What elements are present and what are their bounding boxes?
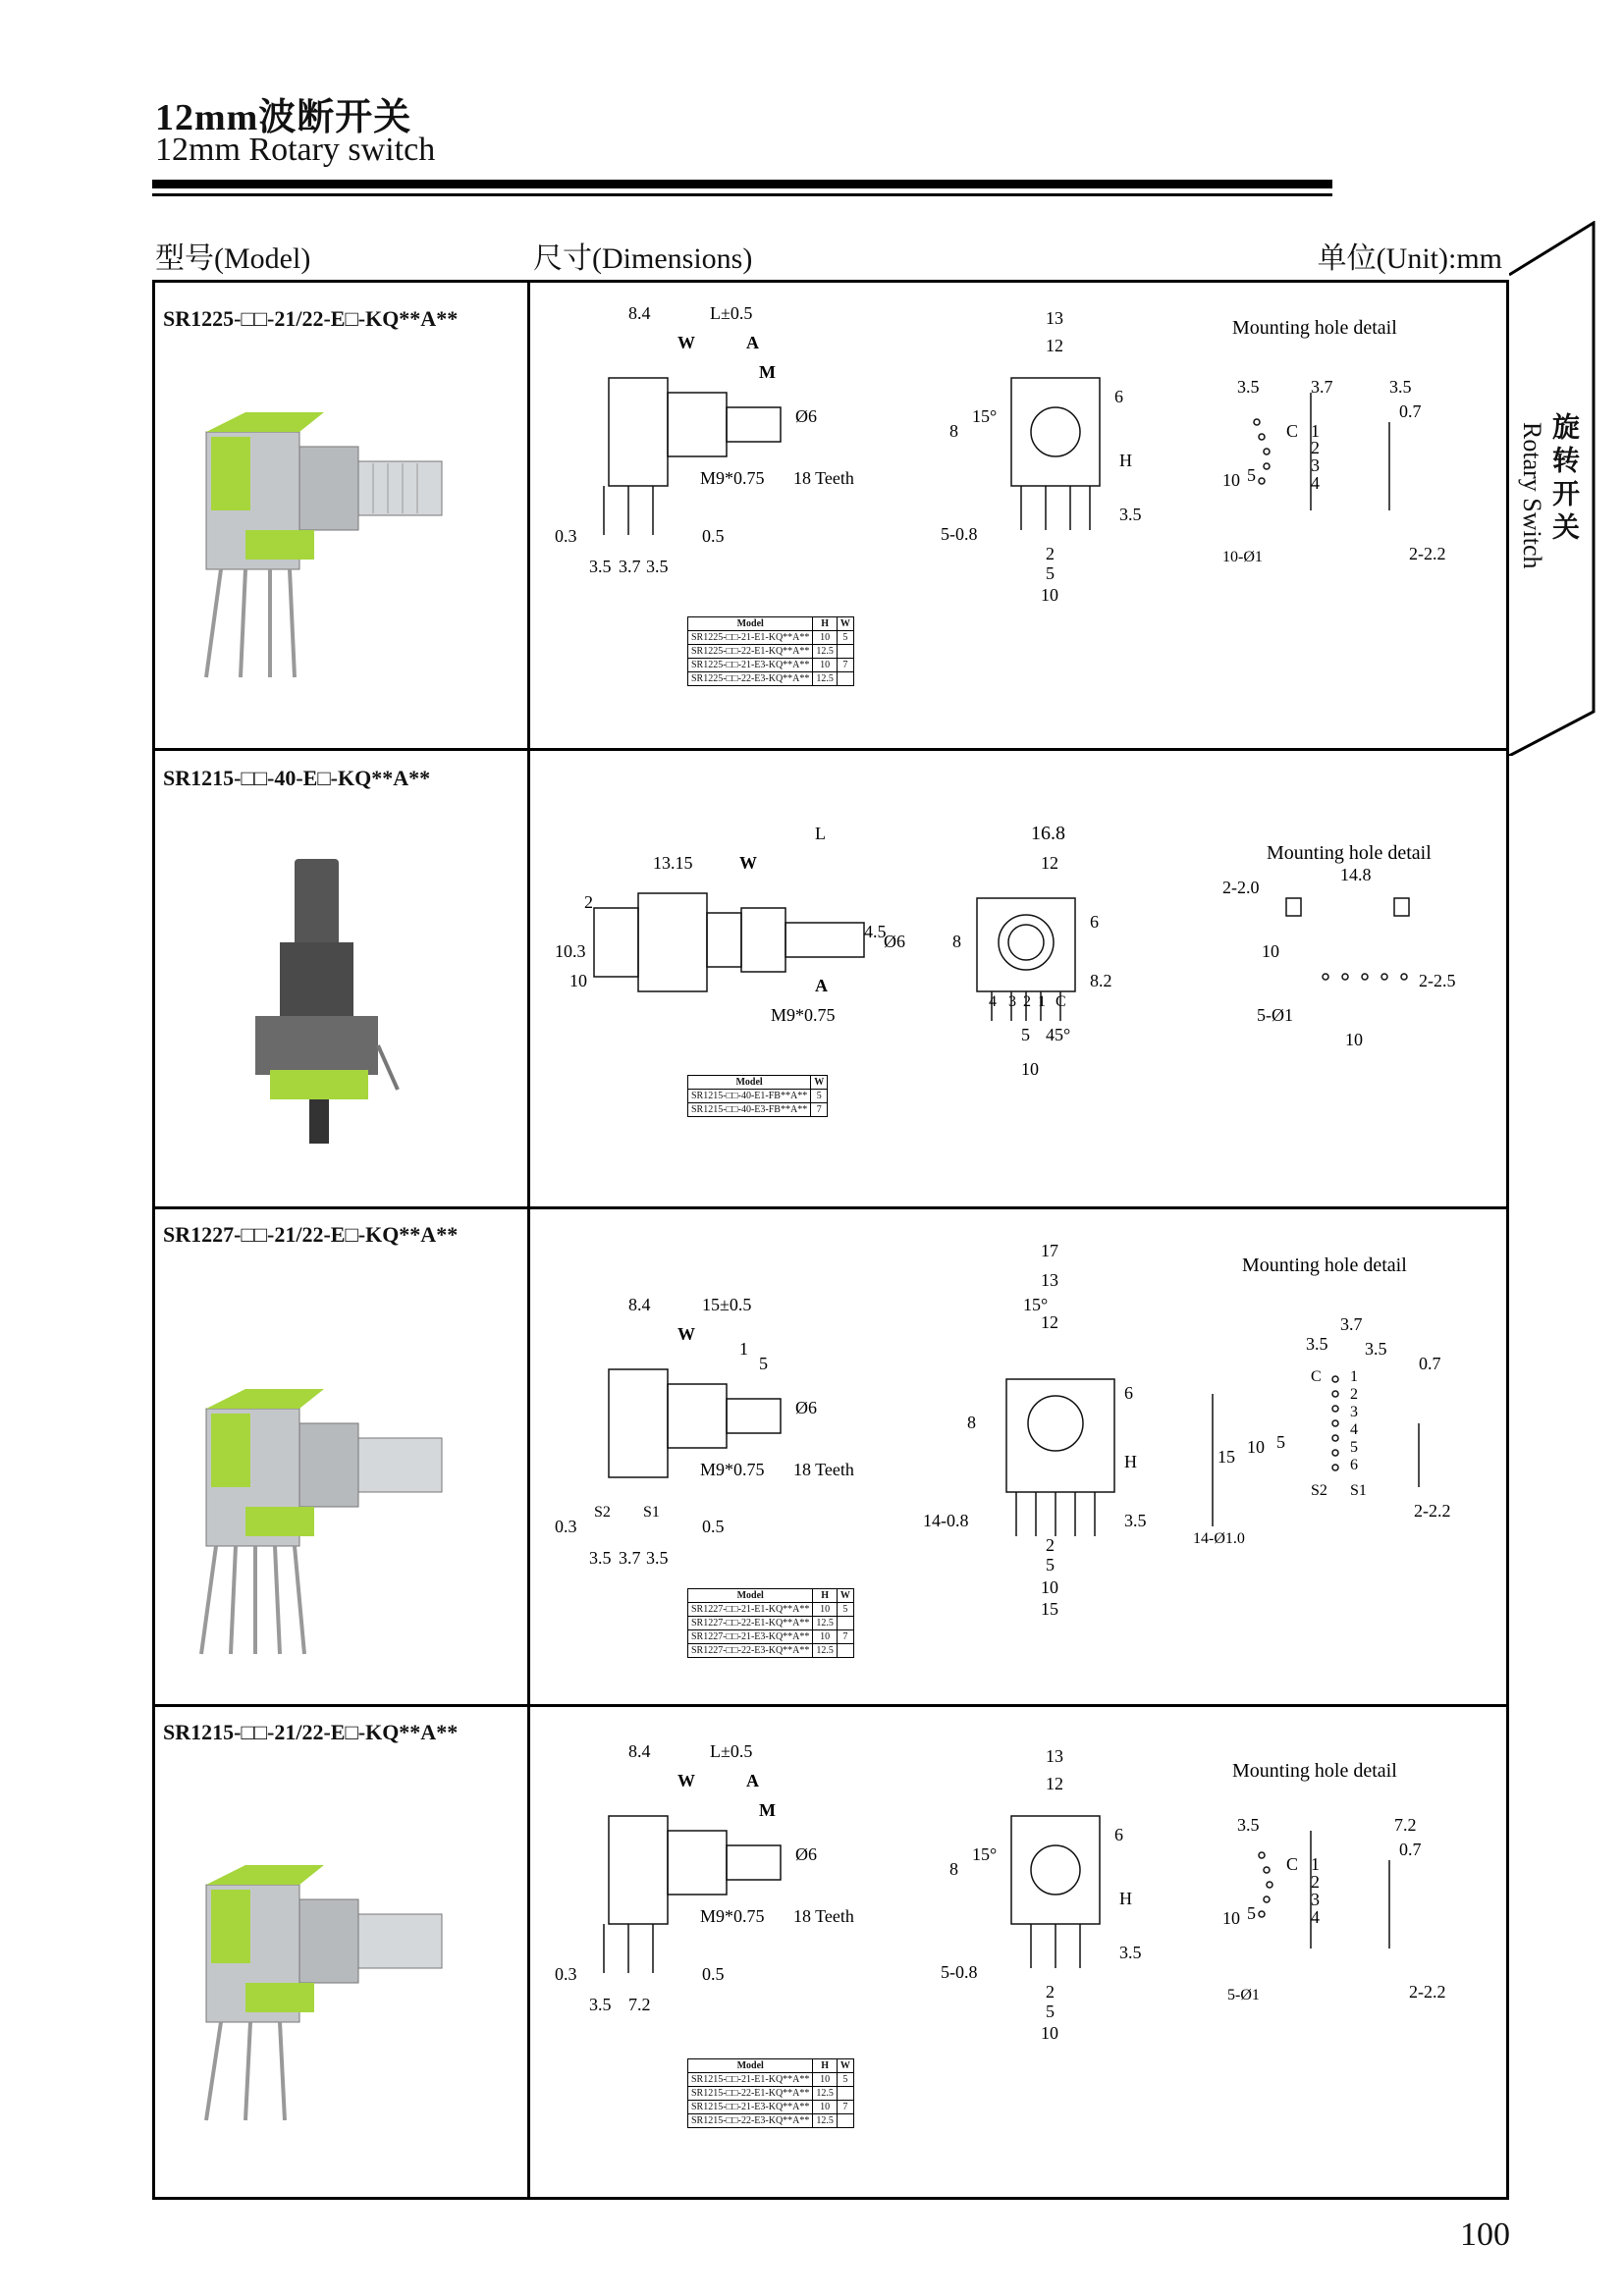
dim-label: M xyxy=(759,1800,776,1820)
dim-label: W xyxy=(677,1324,695,1344)
pin-label: 2 xyxy=(1023,993,1031,1010)
dim-label: A xyxy=(815,976,828,995)
table-header-row xyxy=(688,1589,854,1603)
table-header-row xyxy=(688,2059,854,2073)
table-cell: 7 xyxy=(837,1630,853,1644)
table-row xyxy=(688,631,854,645)
dim-label: 8.4 xyxy=(628,1295,651,1314)
dim-label: 13 xyxy=(1041,1270,1058,1290)
dim-label: H xyxy=(1124,1452,1137,1471)
table-header-cell: W xyxy=(837,1589,853,1603)
page-number: 100 xyxy=(1460,2216,1510,2253)
dim-label: 45° xyxy=(1046,1025,1071,1044)
table-row xyxy=(688,1617,854,1630)
dim-label: Ø6 xyxy=(795,1844,817,1864)
dim-label: 5-Ø1 xyxy=(1227,1987,1260,2003)
dim-label: 3.5 xyxy=(1119,505,1142,524)
pin-label: 1 xyxy=(1311,421,1320,441)
dim-label: 0.7 xyxy=(1399,1840,1422,1859)
dim-label: 0.7 xyxy=(1399,401,1422,421)
mounting-hole-title: Mounting hole detail xyxy=(1242,1255,1407,1276)
column-header-unit: 单位(Unit):mm xyxy=(1317,242,1502,275)
dim-label: A xyxy=(746,333,759,352)
dim-label: W xyxy=(739,853,757,873)
table-cell: 12.5 xyxy=(813,672,838,686)
dim-label: 3.5 xyxy=(589,1995,612,2014)
dim-label: 5-0.8 xyxy=(941,1962,978,1982)
table-cell: 5 xyxy=(811,1090,828,1103)
table-row xyxy=(688,645,854,659)
table-cell: 12.5 xyxy=(813,1617,838,1630)
product-image-shaft-switch xyxy=(187,393,481,697)
dim-label: 3.7 xyxy=(619,557,641,576)
table-header-row xyxy=(688,1076,828,1090)
pin-label: 1 xyxy=(1350,1368,1358,1385)
mounting-hole-title: Mounting hole detail xyxy=(1267,842,1432,864)
table-cell: SR1225-□□-22-E1-KQ**A** xyxy=(688,645,813,659)
dim-label: W xyxy=(677,1771,695,1790)
pin-label: 3 xyxy=(1311,455,1320,475)
page-title-cn: 12mm波断开关 xyxy=(155,97,412,138)
dim-label: 3.5 xyxy=(1237,377,1260,397)
dim-label: 3.7 xyxy=(1311,377,1333,397)
dim-label: 3.5 xyxy=(589,1548,612,1568)
dim-label: 10 xyxy=(1021,1059,1039,1079)
dim-label: 15° xyxy=(972,1844,998,1864)
table-row xyxy=(688,672,854,686)
pin-label: 2 xyxy=(1311,1872,1320,1892)
dim-label: 2 xyxy=(584,892,593,912)
table-cell xyxy=(837,1617,853,1630)
table-cell: SR1227-□□-22-E1-KQ**A** xyxy=(688,1617,813,1630)
dim-label: 12 xyxy=(1041,1312,1058,1332)
table-cell xyxy=(837,672,853,686)
dim-label: 5 xyxy=(1247,465,1256,485)
table-cell: SR1215-□□-22-E3-KQ**A** xyxy=(688,2114,813,2128)
dim-label: 8.2 xyxy=(1090,971,1112,990)
table-cell xyxy=(837,1644,853,1658)
table-cell: 10 xyxy=(813,659,838,672)
model-table-row2 xyxy=(687,1075,828,1117)
dim-label: 15° xyxy=(1023,1295,1049,1314)
dim-label: 2 xyxy=(1046,544,1055,563)
table-row xyxy=(688,1630,854,1644)
dim-label: 12 xyxy=(1046,336,1063,355)
table-cell: SR1225-□□-21-E1-KQ**A** xyxy=(688,631,813,645)
row-divider xyxy=(152,1704,1509,1707)
table-header-cell: Model xyxy=(688,1589,813,1603)
table-cell xyxy=(837,2087,853,2101)
dimension-drawing-row4 xyxy=(535,1733,1502,2164)
dim-label: 2-2.5 xyxy=(1419,971,1456,990)
dim-label: 10-Ø1 xyxy=(1222,549,1263,565)
table-cell: SR1227-□□-21-E1-KQ**A** xyxy=(688,1603,813,1617)
table-cell: SR1225-□□-22-E3-KQ**A** xyxy=(688,672,813,686)
product-image-solid-shaft-switch xyxy=(187,844,481,1158)
mounting-hole-title: Mounting hole detail xyxy=(1232,317,1397,339)
table-cell: 5 xyxy=(837,631,853,645)
dim-label: 3.5 xyxy=(646,1548,669,1568)
product-image-shaft-switch xyxy=(187,1369,481,1674)
table-cell xyxy=(837,2114,853,2128)
table-cell: 10 xyxy=(813,1630,838,1644)
pin-label: 6 xyxy=(1350,1457,1358,1473)
table-cell: SR1215-□□-40-E1-FB**A** xyxy=(688,1090,811,1103)
table-cell: SR1215-□□-21-E1-KQ**A** xyxy=(688,2073,813,2087)
model-table-row3 xyxy=(687,1588,854,1658)
dim-label: 15° xyxy=(972,406,998,426)
dim-label: H xyxy=(1119,1889,1132,1908)
model-table-row4 xyxy=(687,2058,854,2128)
column-header-model: 型号(Model) xyxy=(155,242,311,275)
dim-label: 3.5 xyxy=(1237,1815,1260,1835)
product-image-shaft-switch xyxy=(187,1845,481,2150)
dim-label: 0.3 xyxy=(555,1964,577,1984)
pin-label: C xyxy=(1286,421,1299,441)
page-title-en: 12mm Rotary switch xyxy=(155,132,436,168)
dim-label: 2-2.2 xyxy=(1409,544,1446,563)
row-divider xyxy=(152,748,1509,751)
dim-label: 16.8 xyxy=(1031,823,1065,844)
table-cell: 12.5 xyxy=(813,645,838,659)
pin-label: C xyxy=(1056,993,1066,1010)
model-label-row1: SR1225-□□-21/22-E□-KQ**A** xyxy=(163,306,459,331)
dim-label: 12 xyxy=(1046,1774,1063,1793)
dim-label: 2-2.2 xyxy=(1409,1982,1446,2002)
dim-label: L xyxy=(815,824,826,843)
table-header-cell: W xyxy=(837,617,853,631)
table-row xyxy=(688,2114,854,2128)
pin-label: 2 xyxy=(1311,438,1320,457)
dim-label: 5 xyxy=(1276,1432,1285,1452)
table-cell: 10 xyxy=(813,2101,838,2114)
dim-label: 18 Teeth xyxy=(793,1460,854,1479)
table-cell: 7 xyxy=(837,659,853,672)
pin-label: C xyxy=(1286,1854,1299,1874)
pin-label: C xyxy=(1311,1368,1322,1385)
table-row xyxy=(688,1103,828,1117)
dim-label: 5-Ø1 xyxy=(1257,1005,1293,1025)
model-table-row1 xyxy=(687,616,854,686)
dim-label: S2 xyxy=(594,1504,611,1521)
dim-label: 3.5 xyxy=(1306,1334,1328,1354)
dim-label: L±0.5 xyxy=(710,1741,753,1761)
column-divider xyxy=(527,280,530,2200)
row-divider xyxy=(152,1206,1509,1209)
table-row xyxy=(688,1090,828,1103)
mounting-hole-title: Mounting hole detail xyxy=(1232,1760,1397,1782)
dim-label: 10.3 xyxy=(555,941,586,961)
dim-label: 17 xyxy=(1041,1241,1058,1260)
dim-label: A xyxy=(746,1771,759,1790)
pin-label: 3 xyxy=(1008,993,1016,1010)
column-header-dimensions: 尺寸(Dimensions) xyxy=(533,242,753,275)
dim-label: 10 xyxy=(1041,2023,1058,2043)
dim-label: Ø6 xyxy=(795,406,817,426)
dim-label: 13.15 xyxy=(653,853,693,873)
dimension-drawing-row1 xyxy=(535,294,1502,726)
table-cell: 10 xyxy=(813,1603,838,1617)
dim-label: H xyxy=(1119,451,1132,470)
dim-label: 4.5 xyxy=(864,922,887,941)
dim-label: 13 xyxy=(1046,308,1063,328)
table-cell: SR1215-□□-40-E3-FB**A** xyxy=(688,1103,811,1117)
table-cell: SR1227-□□-22-E3-KQ**A** xyxy=(688,1644,813,1658)
table-cell: 10 xyxy=(813,2073,838,2087)
dim-label: 10 xyxy=(1222,1908,1240,1928)
table-cell: SR1215-□□-22-E1-KQ**A** xyxy=(688,2087,813,2101)
dim-label: 15 xyxy=(1041,1599,1058,1619)
dim-label: 10 xyxy=(1247,1437,1265,1457)
dim-label: M9*0.75 xyxy=(700,468,765,488)
dim-label: 10 xyxy=(1222,470,1240,490)
dim-label: 2-2.0 xyxy=(1222,878,1260,897)
table-cell: 5 xyxy=(837,2073,853,2087)
dim-label: 5 xyxy=(1247,1903,1256,1923)
dim-label: 3.7 xyxy=(1340,1314,1363,1334)
pin-label: S1 xyxy=(1350,1482,1367,1499)
table-cell: 7 xyxy=(837,2101,853,2114)
dim-label: 13 xyxy=(1046,1746,1063,1766)
dim-label: 8 xyxy=(949,421,958,441)
dim-label: 8.4 xyxy=(628,1741,651,1761)
dim-label: 3.5 xyxy=(1124,1511,1147,1530)
dim-label: Ø6 xyxy=(884,932,905,951)
dim-label: 3.5 xyxy=(646,557,669,576)
dim-label: 0.3 xyxy=(555,1517,577,1536)
dim-label: 6 xyxy=(1124,1383,1133,1403)
dim-label: 3.5 xyxy=(1119,1943,1142,1962)
table-header-cell: W xyxy=(837,2059,853,2073)
table-header-row xyxy=(688,617,854,631)
dim-label: 1 xyxy=(739,1339,748,1359)
table-header-cell: Model xyxy=(688,2059,813,2073)
dim-label: L±0.5 xyxy=(710,303,753,323)
header-rule-thin xyxy=(152,193,1332,196)
model-label-row2: SR1215-□□-40-E□-KQ**A** xyxy=(163,766,431,790)
dim-label: 2-2.2 xyxy=(1414,1501,1451,1521)
side-tab-cn: 旋转开关 xyxy=(1548,412,1579,546)
dimension-drawing-row2 xyxy=(535,800,1502,1124)
table-cell: SR1225-□□-21-E3-KQ**A** xyxy=(688,659,813,672)
table-row xyxy=(688,2101,854,2114)
table-cell: 10 xyxy=(813,631,838,645)
dim-label: 3.5 xyxy=(589,557,612,576)
table-header-cell: Model xyxy=(688,1076,811,1090)
dim-label: 14-0.8 xyxy=(923,1511,969,1530)
dim-label: 10 xyxy=(1041,1577,1058,1597)
dim-label: 14-Ø1.0 xyxy=(1193,1530,1245,1547)
dim-label: 7.2 xyxy=(1394,1815,1417,1835)
dim-label: 5 xyxy=(1046,1555,1055,1575)
pin-label: 4 xyxy=(1311,473,1320,493)
dim-label: 8 xyxy=(949,1859,958,1879)
dim-label: 15±0.5 xyxy=(702,1295,752,1314)
dim-label: 0.5 xyxy=(702,1964,725,1984)
pin-label: 1 xyxy=(1311,1854,1320,1874)
pin-label: 3 xyxy=(1311,1890,1320,1909)
dim-label: 6 xyxy=(1090,912,1099,932)
table-header-cell: H xyxy=(813,2059,838,2073)
table-row xyxy=(688,2073,854,2087)
dim-label: 3.5 xyxy=(1365,1339,1387,1359)
dim-label: M9*0.75 xyxy=(700,1460,765,1479)
table-cell: 12.5 xyxy=(813,1644,838,1658)
dim-label: 7.2 xyxy=(628,1995,651,2014)
model-label-row4: SR1215-□□-21/22-E□-KQ**A** xyxy=(163,1720,459,1744)
table-cell: 5 xyxy=(837,1603,853,1617)
table-cell xyxy=(837,645,853,659)
dim-label: 8 xyxy=(952,932,961,951)
dim-label: S1 xyxy=(643,1504,660,1521)
dim-label: 5-0.8 xyxy=(941,524,978,544)
table-cell: 7 xyxy=(811,1103,828,1117)
pin-label: 4 xyxy=(989,993,997,1010)
dim-label: 18 Teeth xyxy=(793,468,854,488)
pin-label: 3 xyxy=(1350,1404,1358,1420)
dim-label: 3.7 xyxy=(619,1548,641,1568)
table-row xyxy=(688,2087,854,2101)
table-row xyxy=(688,1644,854,1658)
table-header-cell: Model xyxy=(688,617,813,631)
table-header-cell: W xyxy=(811,1076,828,1090)
table-cell: SR1227-□□-21-E3-KQ**A** xyxy=(688,1630,813,1644)
table-cell: SR1215-□□-21-E3-KQ**A** xyxy=(688,2101,813,2114)
side-tab-en: Rotary Switch xyxy=(1518,422,1546,569)
dim-label: 15 xyxy=(1218,1447,1235,1467)
dim-label: 3.5 xyxy=(1389,377,1412,397)
dim-label: M xyxy=(759,362,776,382)
dimension-drawing-row3 xyxy=(535,1232,1502,1634)
pin-label: 2 xyxy=(1350,1386,1358,1403)
model-label-row3: SR1227-□□-21/22-E□-KQ**A** xyxy=(163,1222,459,1247)
table-header-cell: H xyxy=(813,1589,838,1603)
dim-label: 2 xyxy=(1046,1982,1055,2002)
dim-label: M9*0.75 xyxy=(700,1906,765,1926)
dim-label: 10 xyxy=(569,971,587,990)
dim-label: 0.3 xyxy=(555,526,577,546)
dim-label: 2 xyxy=(1046,1535,1055,1555)
dim-label: 5 xyxy=(759,1354,768,1373)
dim-label: M9*0.75 xyxy=(771,1005,836,1025)
table-cell: 12.5 xyxy=(813,2087,838,2101)
dim-label: 6 xyxy=(1114,387,1123,406)
dim-label: 0.5 xyxy=(702,1517,725,1536)
dim-label: 6 xyxy=(1114,1825,1123,1844)
dim-label: 8.4 xyxy=(628,303,651,323)
header-rule-thick xyxy=(152,180,1332,188)
pin-label: 4 xyxy=(1311,1907,1320,1927)
table-row xyxy=(688,659,854,672)
dim-label: 5 xyxy=(1021,1025,1030,1044)
dim-label: 10 xyxy=(1345,1030,1363,1049)
pin-label: 4 xyxy=(1350,1421,1358,1438)
pin-label: S2 xyxy=(1311,1482,1327,1499)
pin-label: 5 xyxy=(1350,1439,1358,1456)
table-header-cell: H xyxy=(813,617,838,631)
dim-label: 0.5 xyxy=(702,526,725,546)
pin-label: 1 xyxy=(1038,993,1046,1010)
table-cell: 12.5 xyxy=(813,2114,838,2128)
dim-label: 0.7 xyxy=(1419,1354,1441,1373)
dim-label: 10 xyxy=(1262,941,1279,961)
dim-label: Ø6 xyxy=(795,1398,817,1417)
dim-label: W xyxy=(677,333,695,352)
table-row xyxy=(688,1603,854,1617)
dim-label: 14.8 xyxy=(1340,865,1372,884)
dim-label: 5 xyxy=(1046,2002,1055,2021)
dim-label: 18 Teeth xyxy=(793,1906,854,1926)
dim-label: 8 xyxy=(967,1413,976,1432)
dim-label: 10 xyxy=(1041,585,1058,605)
dim-label: 5 xyxy=(1046,563,1055,583)
dim-label: 12 xyxy=(1041,853,1058,873)
